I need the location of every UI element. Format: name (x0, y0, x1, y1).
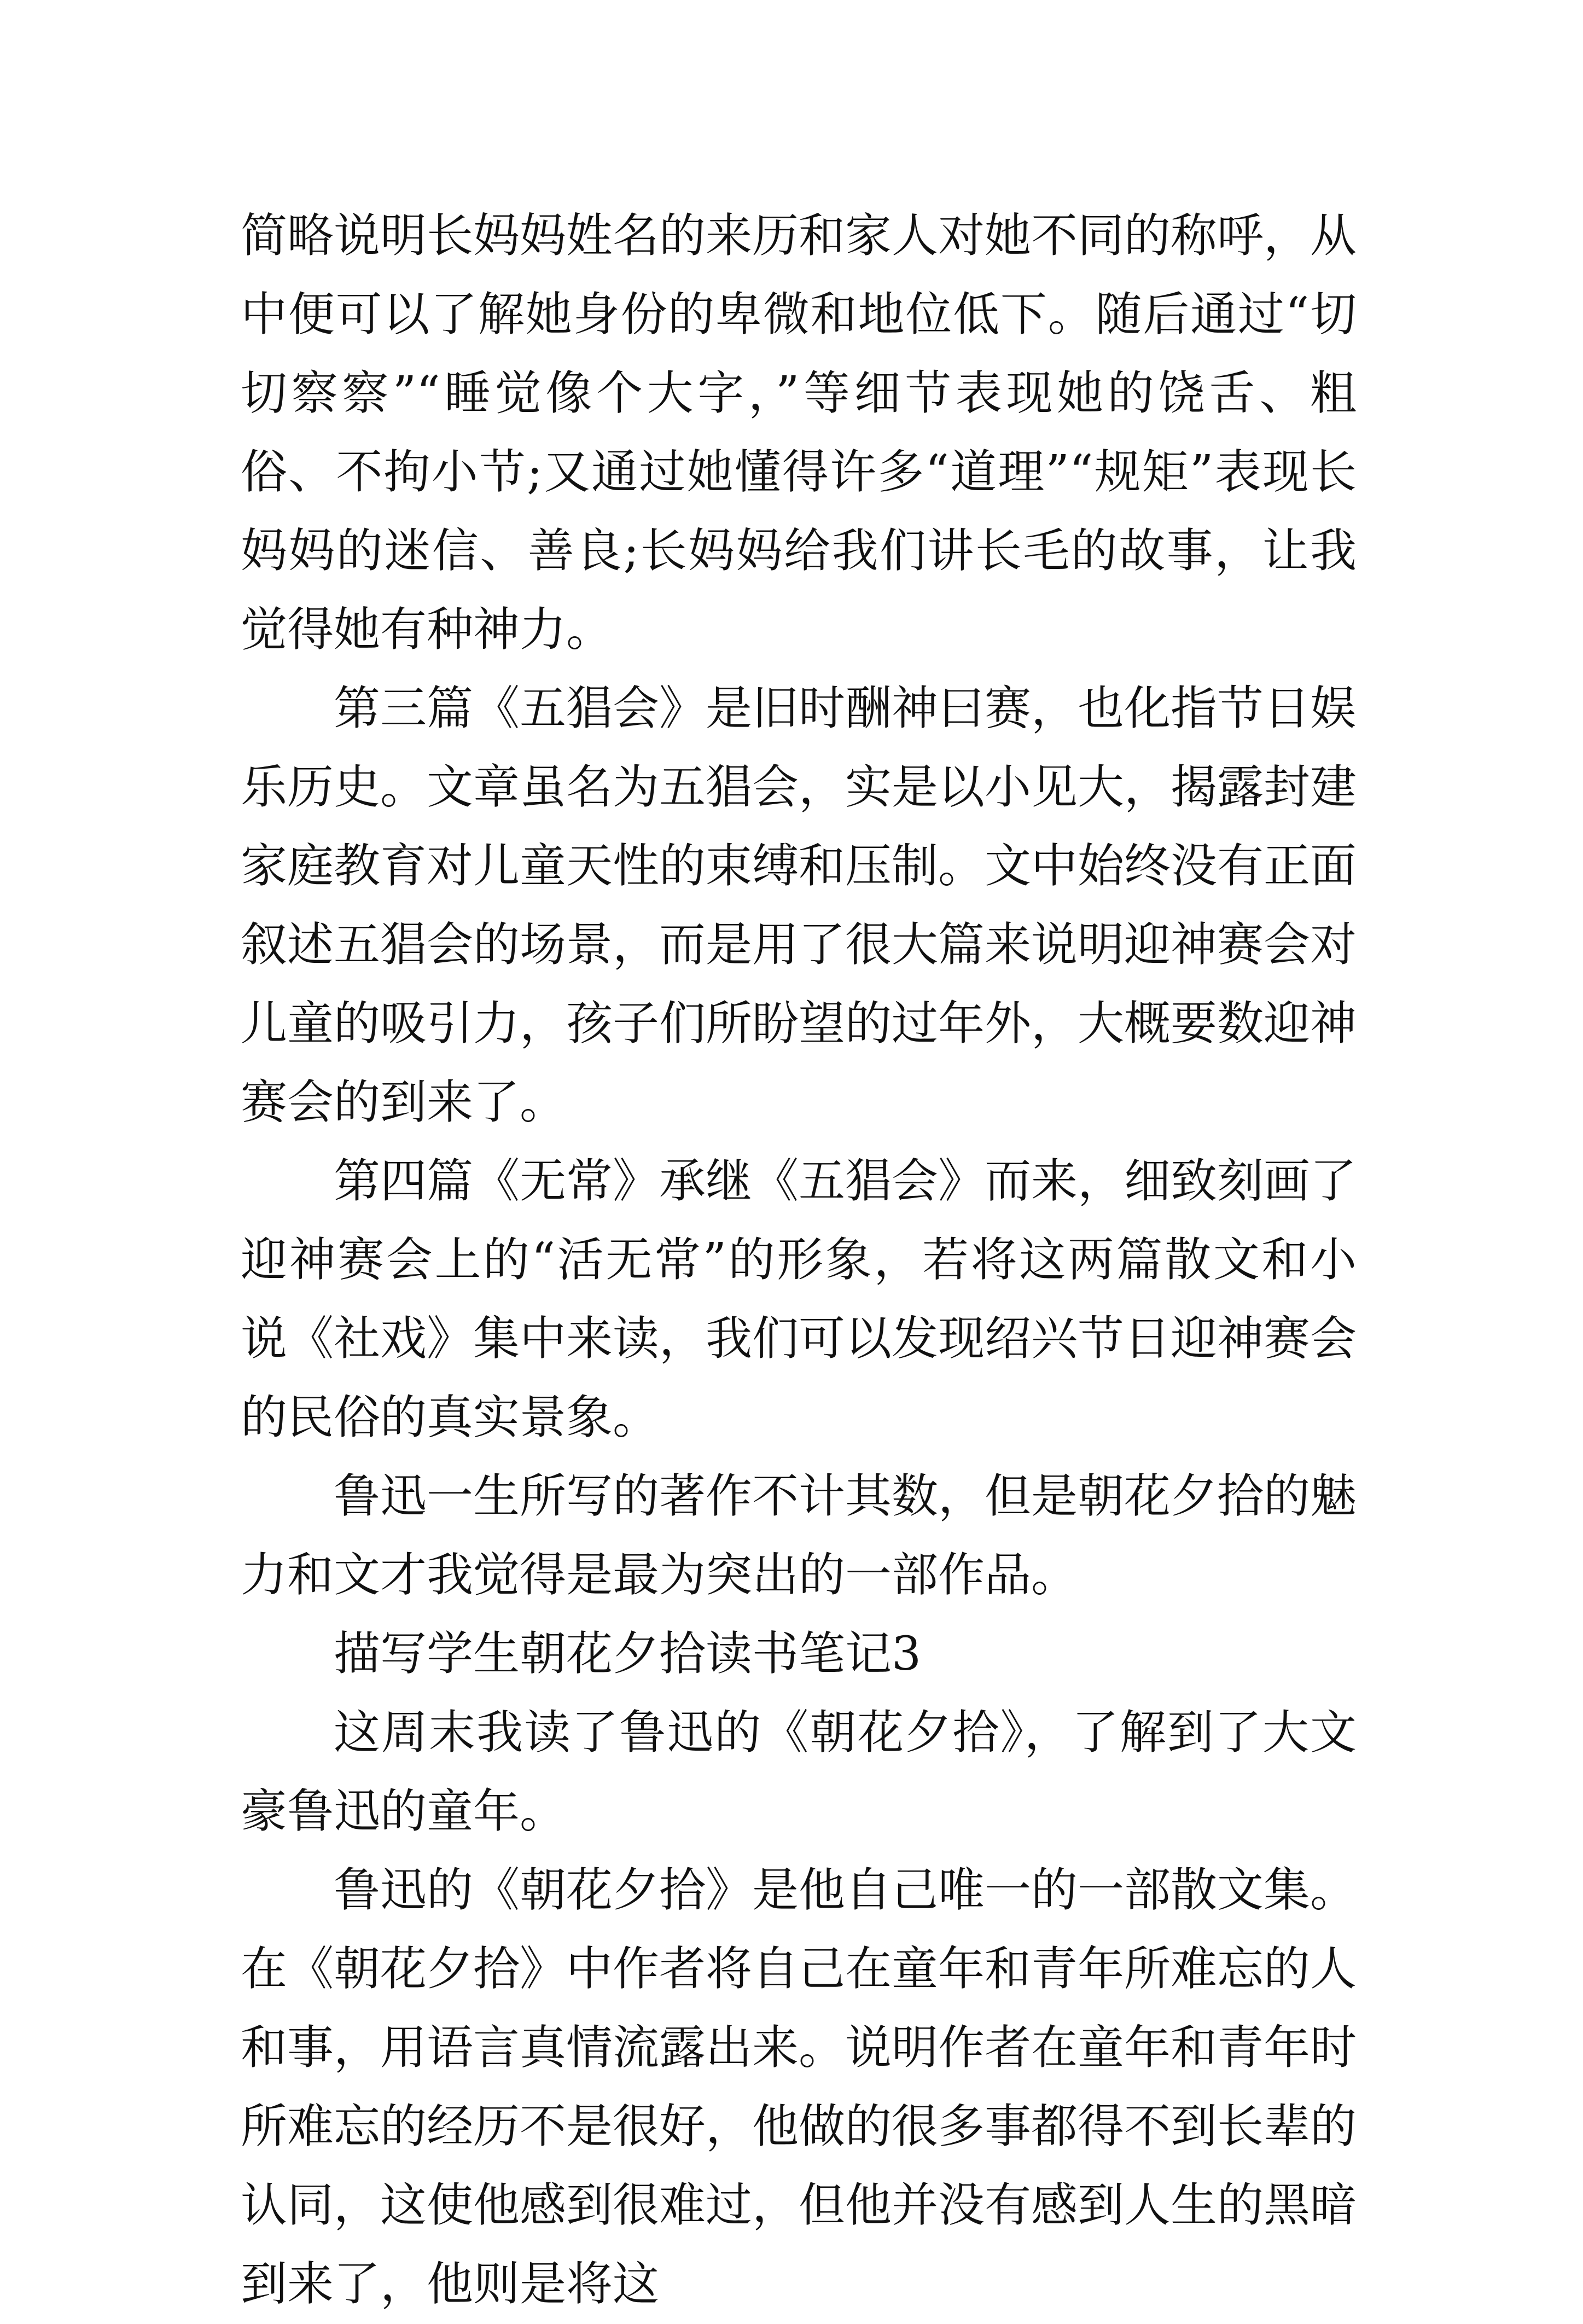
paragraph-5: 这周末我读了鲁迅的《朝花夕拾》，了解到了大文豪鲁迅的童年。 (241, 1706, 1357, 1839)
paragraph-4: 鲁迅一生所写的著作不计其数，但是朝花夕拾的魅力和文才我觉得是最为突出的一部作品。 (241, 1469, 1357, 1602)
paragraph-1: 简略说明长妈妈姓名的来历和家人对她不同的称呼，从中便可以了解她身份的卑微和地位低下。随后通过“切切察察”“睡觉像个大字，”等细节表现她的饶舌、粗俗、不拘小节;又通过她懂得许多“道理”“规矩”表现长妈妈的迷信、善良;长妈妈给我们讲长毛的故事，让我觉得她有种神力。 (241, 209, 1357, 657)
document-body (241, 197, 1357, 2324)
paragraph-2: 第三篇《五猖会》是旧时酬神曰赛，也化指节日娱乐历史。文章虽名为五猖会，实是以小见大，揭露封建家庭教育对儿童天性的束缚和压制。文中始终没有正面叙述五猖会的场景，而是用了很大篇来说明迎神赛会对儿童的吸引力，孩子们所盼望的过年外，大概要数迎神赛会的到来了。 (241, 682, 1357, 1130)
paragraph-3: 第四篇《无常》承继《五猖会》而来，细致刻画了迎神赛会上的“活无常”的形象，若将这两篇散文和小说《社戏》集中来读，我们可以发现绍兴节日迎神赛会的民俗的真实景象。 (241, 1154, 1357, 1445)
paragraph-6: 鲁迅的《朝花夕拾》是他自己唯一的一部散文集。在《朝花夕拾》中作者将自己在童年和青年所难忘的人和事，用语言真情流露出来。说明作者在童年和青年时所难忘的经历不是很好，他做的很多事都得不到长辈的认同，这使他感到很难过，但他并没有感到人生的黑暗到来了，他则是将这 (241, 1863, 1357, 2311)
section-heading: 描写学生朝花夕拾读书笔记3 (334, 1627, 922, 1681)
